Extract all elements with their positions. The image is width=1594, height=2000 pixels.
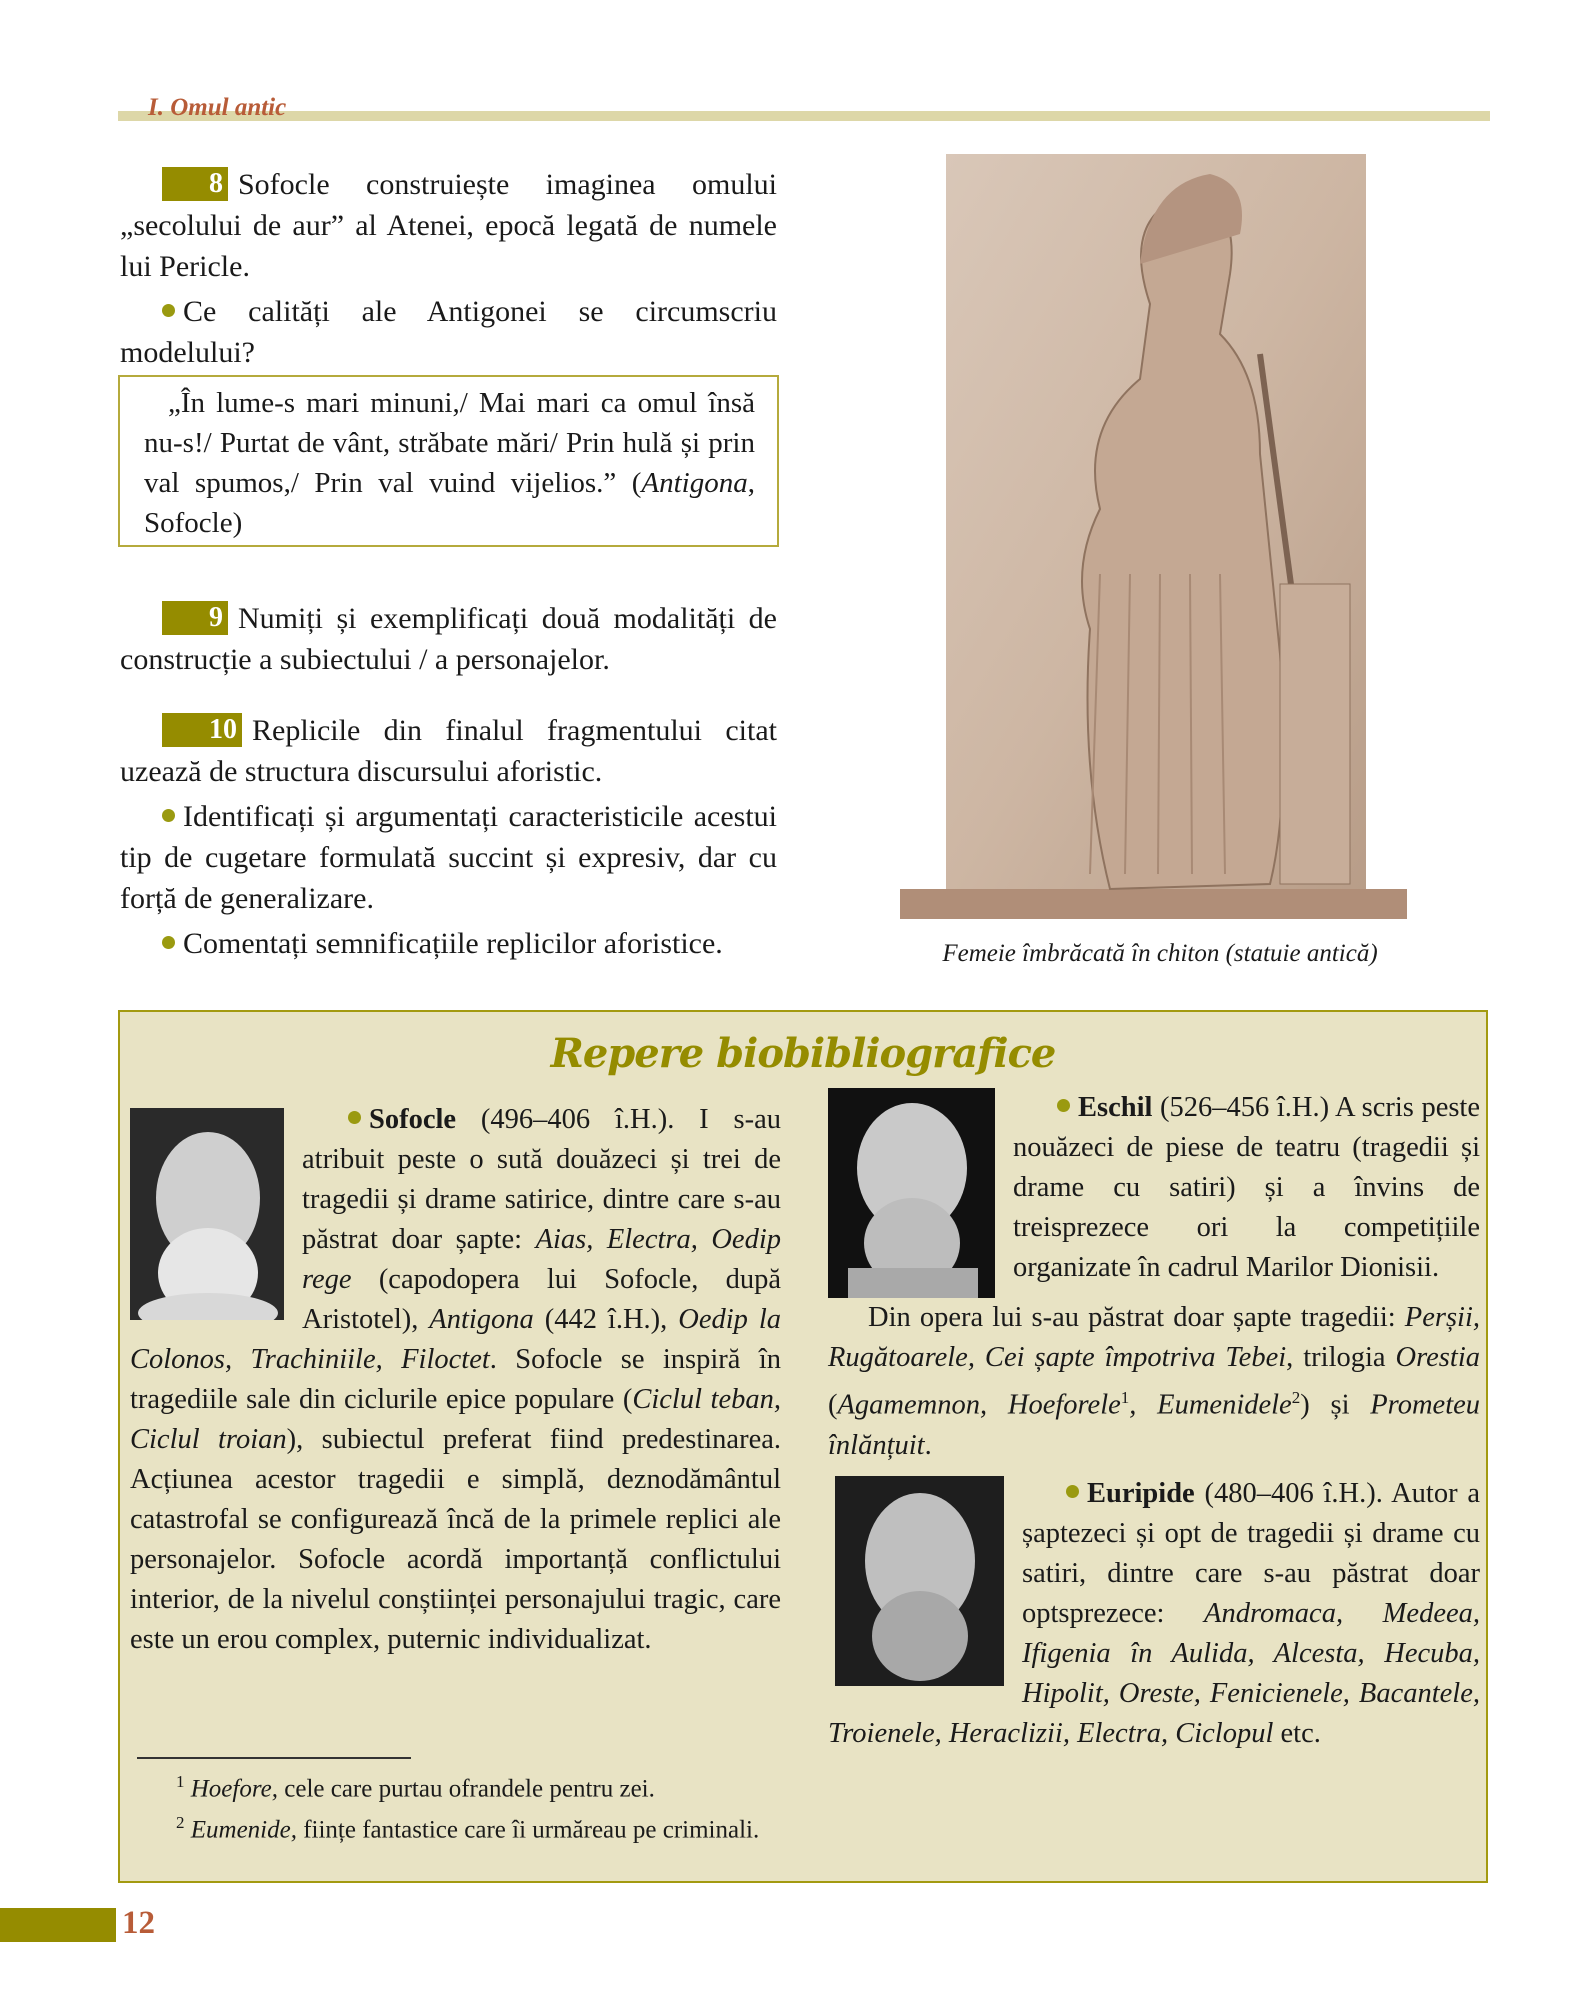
chapter-title: I. Omul antic: [148, 94, 287, 121]
text-segment: (480–406 î.H.). Autor a șaptezeci și opt de tragedii și drame cu satiri, dintre care s-au păstrat doar optsprezece:: [1022, 1477, 1480, 1629]
question-9: [120, 598, 777, 680]
text-segment: (: [828, 1389, 838, 1421]
question-number: 8: [162, 167, 228, 201]
question-number: 10: [162, 713, 242, 747]
eschil-works: [828, 1298, 1480, 1466]
page-number: 12: [122, 1905, 155, 1941]
statue-image: [900, 154, 1407, 923]
question-text: Sofocle construiește imaginea omului „secolului de aur” al Atenei, epocă legată de numele lui Pericle.: [120, 168, 777, 283]
figure-caption: Femeie îmbrăcată în chiton (statuie antică): [942, 940, 1378, 967]
question-10: [120, 710, 777, 964]
eschil-portrait: [828, 1088, 995, 1298]
text-segment: . Sofocle se inspiră în tragediile sale din ciclurile epice populare (: [130, 1344, 781, 1415]
text-segment: ) și: [1300, 1389, 1371, 1421]
quote-box: [118, 375, 779, 547]
text-segment: Sofocle: [369, 1104, 457, 1135]
footnote-2: [176, 1806, 776, 1847]
text-segment: , trilogia: [1286, 1342, 1396, 1373]
bullet-icon: [348, 1111, 361, 1124]
text-segment: Antigona: [641, 467, 748, 499]
bullet-icon: [1066, 1485, 1079, 1498]
text-segment: 2: [1291, 1388, 1301, 1407]
text-segment: (526–456 î.H.) A scris peste nouăzeci de piese de teatru (tragedii și drame cu satiri) și a învins de treisprezece ori la competițiile organizate în cadrul Marilor Dionisii.: [1013, 1092, 1480, 1283]
text-segment: (capodopera lui Sofocle, după Aristotel),: [302, 1264, 781, 1335]
text-segment: ), subiectul preferat fiind predestinarea. Acțiunea acestor tragedii e simplă, deznodământul catastrofal se configurează încă de la primele replici ale personajelor. Sofocle acordă importanță conflictului interior, de la nivelul conștiinței personajului tragic, care este un erou complex, puternic individualizat.: [130, 1424, 781, 1655]
question-bullet: Comentați semnificațiile replicilor aforistice.: [183, 927, 723, 960]
bullet-icon: [162, 809, 175, 822]
footnote-rule: [137, 1757, 411, 1759]
question-number: 9: [162, 601, 228, 635]
text-segment: 1: [176, 1772, 185, 1791]
text-segment: ființe fantastice care îi urmăreau pe criminali.: [296, 1816, 760, 1844]
text-segment: Andromaca, Medeea, Ifigenia în Aulida, Alcesta, Hecuba, Hipolit, Oreste, Fenicienele, Bacantele, Troienele, Heraclizii, Electra, Ciclopul: [828, 1597, 1480, 1749]
footnote-1: [176, 1765, 776, 1806]
footnotes: [176, 1765, 776, 1848]
euripide-portrait: [835, 1476, 1004, 1686]
bullet-icon: [162, 304, 175, 317]
text-segment: Agamemnon, Hoeforele: [837, 1389, 1121, 1421]
text-segment: Perșii, Rugătoarele, Cei șapte împotriva Tebei: [828, 1302, 1480, 1373]
text-segment: Prometeu înlănțuit: [828, 1389, 1481, 1461]
question-bullet: Ce calități ale Antigonei se circumscriu modelului?: [120, 295, 777, 369]
text-segment: Oedip la Colonos, Trachiniile, Filoctet: [130, 1304, 781, 1375]
text-segment: Ciclul teban, Ciclul troian: [130, 1384, 781, 1455]
text-segment: Din opera lui s-au păstrat doar șapte tragedii:: [868, 1302, 1405, 1333]
text-segment: 1: [1120, 1388, 1130, 1407]
bullet-icon: [162, 936, 175, 949]
header-rule: [118, 111, 1490, 121]
text-segment: Orestia: [1395, 1342, 1480, 1373]
text-segment: , Eumenidele: [1129, 1389, 1292, 1421]
sofocle-portrait: [130, 1108, 284, 1320]
text-segment: Eschil: [1078, 1092, 1153, 1123]
page-number-bar: [0, 1908, 116, 1942]
sofocle-entry: [130, 1100, 781, 1660]
text-segment: Eumenide,: [190, 1816, 297, 1844]
quote-text: [144, 383, 755, 543]
text-segment: cele care purtau ofrandele pentru zei.: [278, 1775, 655, 1803]
question-text: Replicile din finalul fragmentului citat uzează de structura discursului aforistic.: [120, 714, 777, 788]
bullet-icon: [1057, 1099, 1070, 1112]
text-segment: Hoefore,: [190, 1775, 278, 1803]
text-segment: „În lume-s mari minuni,/ Mai mari ca omul însă nu-s!/ Purtat de vânt, străbate mări/ Prin hulă și prin val spumos,/ Prin val vuind vijelios.” (: [144, 387, 755, 499]
text-segment: 2: [176, 1813, 185, 1833]
biobibliography-box: [118, 1010, 1488, 1883]
text-segment: Aias, Electra, Oedip rege: [302, 1224, 781, 1295]
eschil-text: [1013, 1092, 1480, 1283]
text-segment: .: [924, 1429, 932, 1461]
text-segment: etc.: [1273, 1717, 1321, 1749]
box-title: Repere biobibliografice: [550, 1030, 1056, 1077]
text-segment: , Sofocle): [144, 467, 755, 539]
question-text: Numiți și exemplificați două modalități de construcție a subiectului / a personajelor.: [120, 602, 777, 676]
text-segment: Euripide: [1087, 1477, 1195, 1509]
text-segment: (442 î.H.),: [533, 1304, 679, 1335]
question-bullet: Identificați și argumentați caracteristicile acestui tip de cugetare formulată succint și expresiv, dar cu forță de generalizare.: [120, 800, 777, 915]
text-segment: Antigona: [429, 1304, 534, 1335]
text-segment: (496–406 î.H.). I s-au atribuit peste o sută douăzeci și trei de tragedii și drame satirice, dintre care s-au păstrat doar șapte:: [302, 1104, 781, 1255]
eschil-entry: [828, 1088, 1480, 1754]
question-8: [120, 164, 777, 373]
